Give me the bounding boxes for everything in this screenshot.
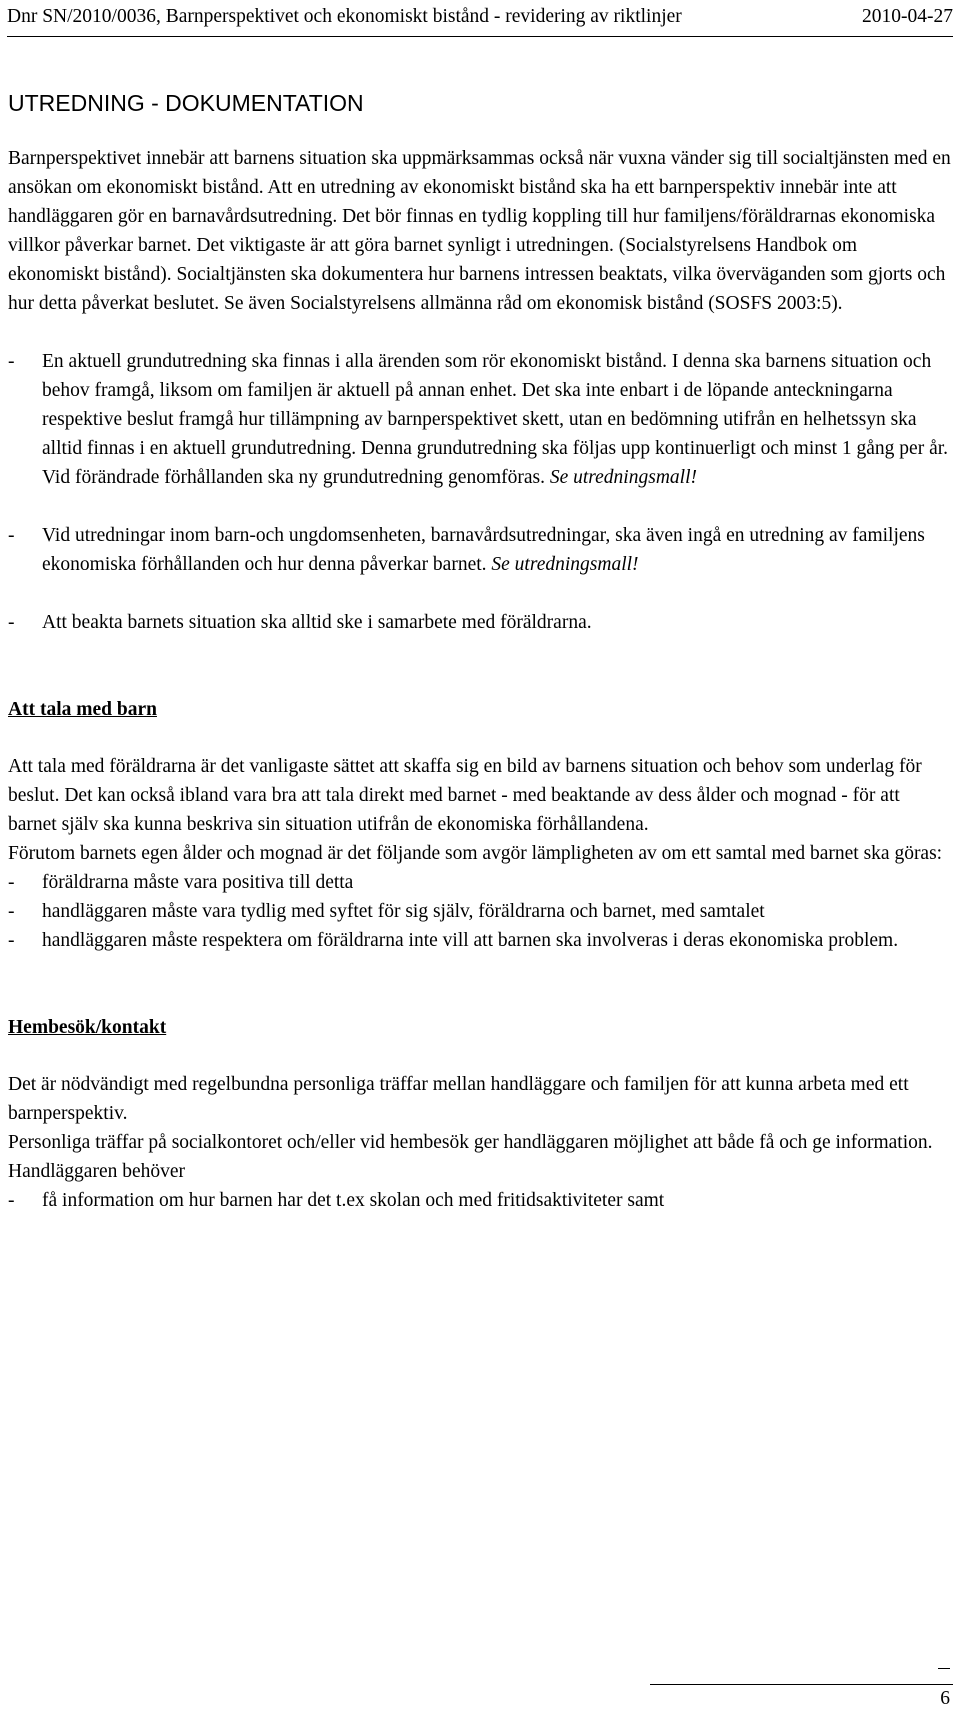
header-date: 2010-04-27 bbox=[862, 6, 953, 27]
intro-paragraph bbox=[8, 144, 952, 318]
paragraph: Att tala med föräldrarna är det vanligaste sättet att skaffa sig en bild av barnens situation och behov som underlag för beslut. Det kan också ibland vara bra att tala direkt med barnet - med beaktande av dess ålder och mognad - för att barnet själv ska kunna beskriva sin situation utifrån de ekonomiska förhållandena. bbox=[8, 756, 922, 835]
list-item-text: få information om hur barnen har det t.ex skolan och med fritidsaktiviteter samt bbox=[42, 1190, 665, 1211]
list-item-italic-note: Se utredningsmall! bbox=[491, 554, 639, 575]
conditions-list bbox=[8, 868, 952, 955]
bullet-dash: - bbox=[8, 612, 15, 633]
page-header bbox=[7, 2, 953, 37]
header-document-reference: Dnr SN/2010/0036, Barnperspektivet och ekonomiskt bistånd - revidering av riktlinjer bbox=[7, 6, 682, 27]
list-item-text: handläggaren måste respektera om föräldrarna inte vill att barnen ska involveras i deras ekonomiska problem. bbox=[42, 930, 899, 951]
bullet-dash: - bbox=[8, 351, 15, 372]
list-item-text: Att beakta barnets situation ska alltid ske i samarbete med föräldrarna. bbox=[42, 612, 592, 633]
paragraph: Personliga träffar på socialkontoret och/eller vid hembesök ger handläggaren möjlighet att både få och ge information. Handläggaren behöver bbox=[8, 1132, 933, 1182]
list-item-text: Vid utredningar inom barn-och ungdomsenheten, barnavårdsutredningar, ska även ingå en utredning av familjens ekonomiska förhållanden och hur denna påverkar barnet. bbox=[42, 525, 925, 575]
paragraph: Det är nödvändigt med regelbundna personliga träffar mellan handläggare och familjen för att kunna arbeta med ett barnperspektiv. bbox=[8, 1074, 909, 1124]
document-body bbox=[8, 88, 952, 1215]
documentation-requirements-list bbox=[8, 347, 952, 637]
information-list bbox=[8, 1186, 952, 1215]
list-item bbox=[8, 926, 952, 955]
list-item bbox=[8, 897, 952, 926]
section-heading-hembesok-kontakt: Hembesök/kontakt bbox=[8, 1017, 167, 1038]
section-heading-att-tala-med-barn: Att tala med barn bbox=[8, 699, 157, 720]
page-number: 6 bbox=[940, 1688, 950, 1709]
footer-rule bbox=[650, 1684, 953, 1685]
intro-text-1: Barnperspektivet innebär att barnens situation ska uppmärksammas också när vuxna vänder sig till socialtjänsten med en ansökan om ekonomiskt bistånd. Att en utredning av ekonomiskt bistånd ska ha ett barnperspektiv innebär inte att handläggaren gör en barnavårdsutredning. Det bör finnas en tydlig koppling till hur familjens/föräldrarnas ekonomiska villkor påverkar barnet. Det viktigaste är att göra barnet synligt i utredningen. (Socialstyrelsens Handbok om ekonomiskt bistånd). bbox=[8, 148, 951, 285]
page-number-mark bbox=[938, 1668, 950, 1669]
list-item bbox=[8, 608, 952, 637]
section-title: UTREDNING - DOKUMENTATION bbox=[8, 90, 364, 116]
bullet-dash: - bbox=[8, 1190, 15, 1211]
list-item bbox=[8, 347, 952, 492]
list-item bbox=[8, 1186, 952, 1215]
list-item-text: föräldrarna måste vara positiva till detta bbox=[42, 872, 354, 893]
list-item-italic-note: Se utredningsmall! bbox=[549, 467, 697, 488]
list-item-text: handläggaren måste vara tydlig med syftet för sig själv, föräldrarna och barnet, med samtalet bbox=[42, 901, 765, 922]
bullet-dash: - bbox=[8, 525, 15, 546]
bullet-dash: - bbox=[8, 872, 15, 893]
list-item bbox=[8, 521, 952, 579]
bullet-dash: - bbox=[8, 930, 15, 951]
bullet-dash: - bbox=[8, 901, 15, 922]
intro-text-2: Socialtjänsten ska dokumentera hur barnens intressen beaktats, vilka överväganden som gjorts och hur detta påverkat beslutet. Se även Socialstyrelsens allmänna råd om ekonomisk bistånd (SOSFS 2003:5). bbox=[8, 264, 946, 314]
paragraph: Förutom barnets egen ålder och mognad är det följande som avgör lämpligheten av om ett samtal med barnet ska göras: bbox=[8, 843, 943, 864]
list-item-text: En aktuell grundutredning ska finnas i alla ärenden som rör ekonomiskt bistånd. I denna ska barnens situation och behov framgå, liksom om familjen är aktuell på annan enhet. Det ska inte enbart i de löpande anteckningarna respektive beslut framgå hur tillämpning av barnperspektivet skett, utan en bedömning utifrån en helhetssyn ska alltid finnas i en aktuell grundutredning. Denna grundutredning ska följas upp kontinuerligt och minst 1 gång per år. Vid förändrade förhållanden ska ny grundutredning genomföras. bbox=[42, 351, 949, 488]
list-item bbox=[8, 868, 952, 897]
